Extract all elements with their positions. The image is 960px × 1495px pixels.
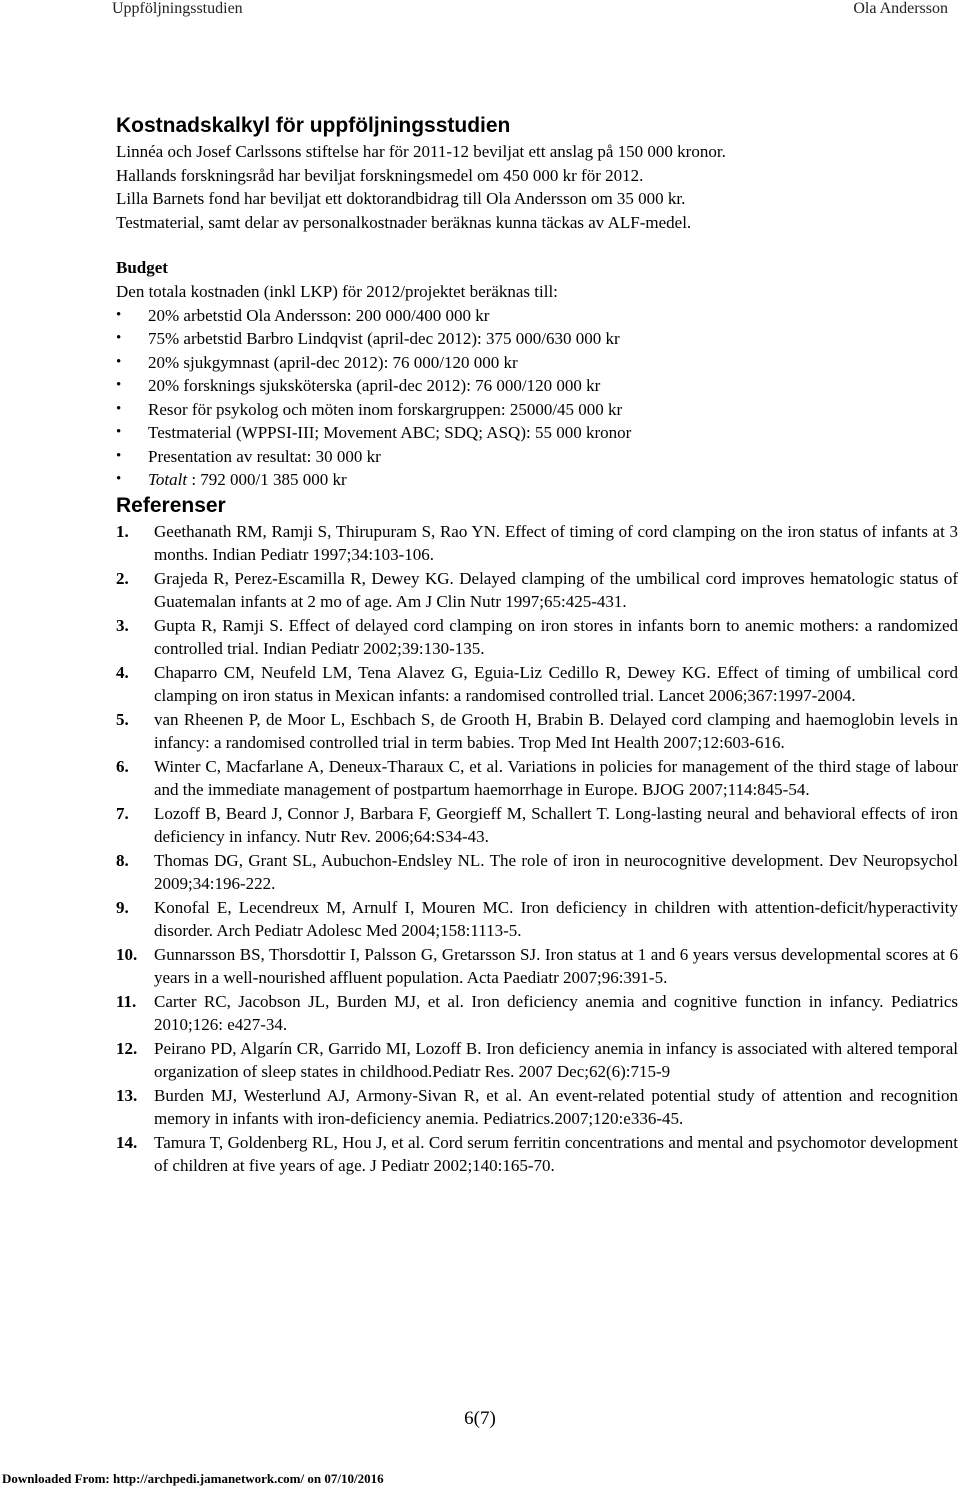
budget-item: • 20% arbetstid Ola Andersson: 200 000/400 000 kr [116, 304, 958, 328]
cost-line: Testmaterial, samt delar av personalkostnader beräknas kunna täckas av ALF-medel. [116, 212, 692, 232]
cost-line: Lilla Barnets fond har beviljat ett doktorandbidrag till Ola Andersson om 35 000 kr. [116, 189, 686, 208]
download-notice: Downloaded From: http://archpedi.jamanetwork.com/ on 07/10/2016 [2, 1471, 384, 1486]
reference-text: Carter RC, Jacobson JL, Burden MJ, et al. Iron deficiency anemia and cognitive function in infancy. Pediatrics 2010;126: e427-34. [154, 991, 958, 1034]
budget-total [116, 468, 958, 492]
total-value: : 792 000/1 385 000 kr [187, 470, 347, 489]
running-header-title: Uppföljningsstudien [112, 0, 243, 17]
references-title: Referenser [116, 493, 226, 517]
budget-item: • 75% arbetstid Barbro Lindqvist (april-dec 2012): 375 000/630 000 kr [116, 327, 958, 351]
document-body [116, 112, 958, 1178]
reference-text: Chaparro CM, Neufeld LM, Tena Alavez G, Eguia-Liz Cedillo R, Dewey KG. Effect of timing of umbilical cord clamping on iron status in Mexican infants: a randomised controlled trial. Lancet 2006;367:1997-2004. [154, 662, 958, 705]
reference-number: 9. [116, 897, 129, 917]
bullet-icon: • [116, 353, 122, 370]
reference-item [116, 614, 958, 661]
reference-text: Peirano PD, Algarín CR, Garrido MI, Lozoff B. Iron deficiency anemia in infancy is associated with altered temporal organization of sleep states in childhood.Pediatr Res. 2007 Dec;62(6):715-9 [154, 1038, 958, 1081]
reference-text: Geethanath RM, Ramji S, Thirupuram S, Rao YN. Effect of timing of cord clamping on the iron status of infants at 3 months. Indian Pediatr 1997;34:103-106. [154, 521, 958, 564]
reference-item [116, 661, 958, 708]
reference-item [116, 802, 958, 849]
budget-item: • 20% forsknings sjuksköterska (april-dec 2012): 76 000/120 000 kr [116, 374, 958, 398]
reference-number: 8. [116, 850, 129, 870]
reference-item [116, 755, 958, 802]
budget-intro: Den totala kostnaden (inkl LKP) för 2012/projektet beräknas till: [116, 282, 558, 301]
budget-item: • 20% sjukgymnast (april-dec 2012): 76 000/120 000 kr [116, 351, 958, 375]
cost-line: Hallands forskningsråd har beviljat forskningsmedel om 450 000 kr för 2012. [116, 165, 644, 185]
reference-text: Gupta R, Ramji S. Effect of delayed cord clamping on iron stores in infants born to anemic mothers: a randomized controlled trial. Indian Pediatr 2002;39:130-135. [154, 615, 958, 658]
bullet-icon: • [116, 447, 122, 464]
reference-number: 4. [116, 662, 129, 682]
reference-number: 7. [116, 803, 129, 823]
bullet-icon: • [116, 330, 122, 346]
reference-text: Winter C, Macfarlane A, Deneux-Tharaux C, et al. Variations in policies for management of the third stage of labour and the immediate management of postpartum haemorrhage in Europe. BJOG 2007;114:845-54. [154, 756, 958, 799]
bullet-icon: • [116, 306, 122, 323]
reference-number: 6. [116, 756, 129, 776]
reference-item [116, 990, 958, 1037]
reference-text: Lozoff B, Beard J, Connor J, Barbara F, Georgieff M, Schallert T. Long-lasting neural and behavioral effects of iron deficiency in infancy. Nutr Rev. 2006;64:S34-43. [154, 803, 958, 846]
reference-item [116, 1084, 958, 1131]
budget-item: • Resor för psykolog och möten inom forskargruppen: 25000/45 000 kr [116, 398, 958, 422]
reference-number: 12. [116, 1038, 138, 1058]
running-header-author: Ola Andersson [853, 0, 948, 17]
cost-paragraph [116, 140, 958, 234]
reference-text: Burden MJ, Westerlund AJ, Armony-Sivan R, et al. An event-related potential study of attention and recognition memory in infants with iron-deficiency anemia. Pediatrics.2007;120:e336-45. [154, 1085, 958, 1128]
bullet-icon: • [116, 424, 122, 440]
reference-item [116, 708, 958, 755]
reference-item [116, 1131, 958, 1178]
reference-number: 11. [116, 991, 137, 1011]
reference-item [116, 849, 958, 896]
reference-number: 1. [116, 521, 129, 541]
reference-item [116, 1037, 958, 1084]
reference-number: 10. [116, 944, 138, 964]
cost-line: Linnéa och Josef Carlssons stiftelse har för 2011-12 beviljat ett anslag på 150 000 kronor. [116, 142, 726, 161]
budget-item: • Testmaterial (WPPSI-III; Movement ABC; SDQ; ASQ): 55 000 kronor [116, 421, 958, 445]
reference-text: Thomas DG, Grant SL, Aubuchon-Endsley NL. The role of iron in neurocognitive development. Dev Neuropsychol 2009;34:196-222. [154, 850, 958, 893]
reference-number: 5. [116, 709, 129, 729]
reference-item [116, 943, 958, 990]
reference-text: Grajeda R, Perez-Escamilla R, Dewey KG. Delayed clamping of the umbilical cord improves hematologic status of Guatemalan infants at 2 mo of age. Am J Clin Nutr 1997;65:425-431. [154, 568, 958, 611]
reference-number: 3. [116, 615, 129, 635]
reference-text: van Rheenen P, de Moor L, Eschbach S, de Grooth H, Brabin B. Delayed cord clamping and haemoglobin levels in infancy: a randomised controlled trial in term babies. Trop Med Int Health 2007;12:603-616. [154, 709, 958, 752]
reference-item [116, 520, 958, 567]
budget-item: • Presentation av resultat: 30 000 kr [116, 445, 958, 469]
bullet-icon: • [116, 377, 122, 393]
reference-text: Konofal E, Lecendreux M, Arnulf I, Mouren MC. Iron deficiency in children with attention-deficit/hyperactivity disorder. Arch Pediatr Adolesc Med 2004;158:1113-5. [154, 897, 958, 940]
budget-list [116, 304, 958, 492]
reference-number: 14. [116, 1132, 138, 1152]
bullet-icon: • [116, 400, 122, 417]
reference-number: 2. [116, 568, 129, 588]
page-number: 6(7) [464, 1408, 496, 1429]
reference-item [116, 896, 958, 943]
reference-text: Tamura T, Goldenberg RL, Hou J, et al. Cord serum ferritin concentrations and mental and psychomotor development of children at five years of age. J Pediatr 2002;140:165-70. [154, 1132, 958, 1175]
cost-section-title: Kostnadskalkyl för uppföljningsstudien [116, 114, 511, 137]
total-label: Totalt [148, 470, 188, 489]
reference-text: Gunnarsson BS, Thorsdottir I, Palsson G, Gretarsson SJ. Iron status at 1 and 6 years versus developmental scores at 6 years in a well-nourished affluent population. Acta Paediatr 2007;96:391-5. [154, 944, 958, 987]
bullet-icon: • [116, 471, 122, 487]
reference-list [116, 520, 958, 1178]
budget-heading: Budget [116, 258, 168, 277]
reference-number: 13. [116, 1085, 138, 1105]
reference-item [116, 567, 958, 614]
